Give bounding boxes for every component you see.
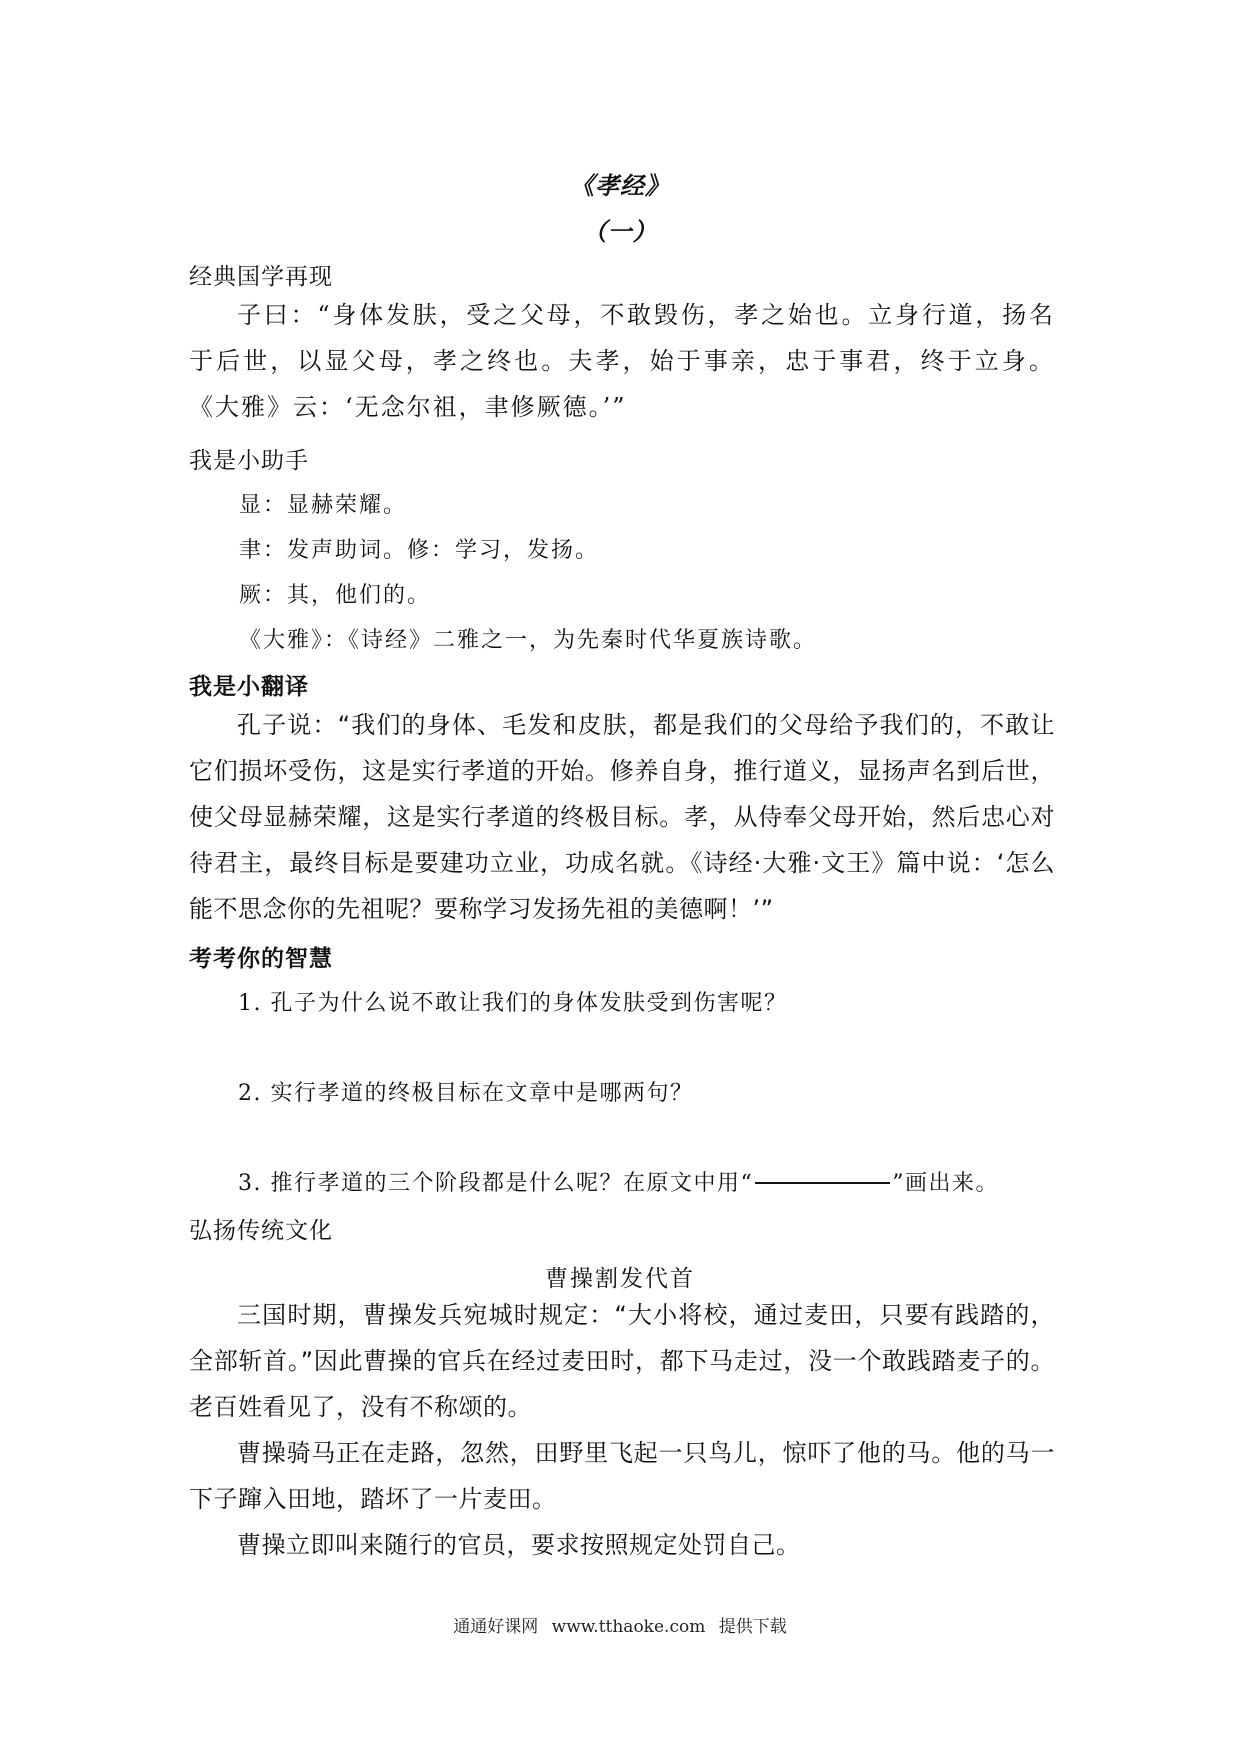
translate-text: 孔子说：“我们的身体、毛发和皮肤，都是我们的父母给予我们的，不敢让它们损坏受伤，这是实行孝道的开始。修养自身，推行道义，显扬声名到后世，使父母显赫荣耀，这是实行孝道的终极目标。孝，从侍奉父母开始，然后忠心对待君主，最终目标是要建功立业，功成名就。《诗经·大雅·文王》篇中说：‘怎么能不思念你的先祖呢？要称学习发扬先祖的美德啊！’” [189, 711, 1055, 923]
footer-suffix: 提供下载 [718, 1617, 787, 1637]
section-heading-translate: 我是小翻译 [189, 674, 309, 700]
page-footer [0, 1612, 1240, 1637]
document-subtitle: （一） [582, 218, 658, 246]
footer-site: 通通好课网 [453, 1617, 539, 1637]
section-heading-culture: 弘扬传统文化 [189, 1218, 333, 1244]
story-paragraph: 曹操立即叫来随行的官员，要求按照规定处罚自己。 [237, 1531, 801, 1559]
answer-blank[interactable] [755, 1181, 890, 1184]
section-heading-helper: 我是小助手 [189, 448, 309, 474]
footer-url[interactable]: www.tthaoke.com [551, 1617, 706, 1637]
quiz-question-3 [238, 1166, 999, 1197]
quiz-question-3-suffix: ”画出来。 [892, 1171, 999, 1196]
story-title: 曹操割发代首 [545, 1266, 695, 1292]
helper-note: 厥：其，他们的。 [239, 583, 432, 608]
helper-note: 《大雅》：《诗经》二雅之一，为先秦时代华夏族诗歌。 [239, 628, 818, 653]
document-title: 《孝经》 [570, 172, 670, 200]
classic-text: 子曰：“身体发肤，受之父母，不敢毁伤，孝之始也。立身行道，扬名于后世，以显父母，孝之终也。夫孝，始于事亲，忠于事君，终于立身。《大雅》云：‘无念尔祖，聿修厥德。’” [189, 301, 1055, 421]
helper-note: 聿：发声助词。修：学习，发扬。 [239, 538, 600, 563]
quiz-question-1: 1. 孔子为什么说不敢让我们的身体发肤受到伤害呢？ [238, 991, 788, 1016]
story-paragraph: 三国时期，曹操发兵宛城时规定：“大小将校，通过麦田，只要有践踏的，全部斩首。”因此曹操的官兵在经过麦田时，都下马走过，没一个敢践踏麦子的。老百姓看见了，没有不称颂的。 [189, 1301, 1055, 1421]
story-paragraph: 曹操骑马正在走路，忽然，田野里飞起一只鸟儿，惊吓了他的马。他的马一下子蹿入田地，踏坏了一片麦田。 [189, 1439, 1055, 1513]
quiz-question-3-text: 3. 推行孝道的三个阶段都是什么呢？在原文中用“ [238, 1171, 754, 1196]
section-heading-quiz: 考考你的智慧 [189, 946, 333, 972]
quiz-question-2: 2. 实行孝道的终极目标在文章中是哪两句？ [238, 1081, 694, 1106]
helper-note: 显：显赫荣耀。 [239, 493, 408, 518]
section-heading-classic: 经典国学再现 [189, 264, 333, 290]
